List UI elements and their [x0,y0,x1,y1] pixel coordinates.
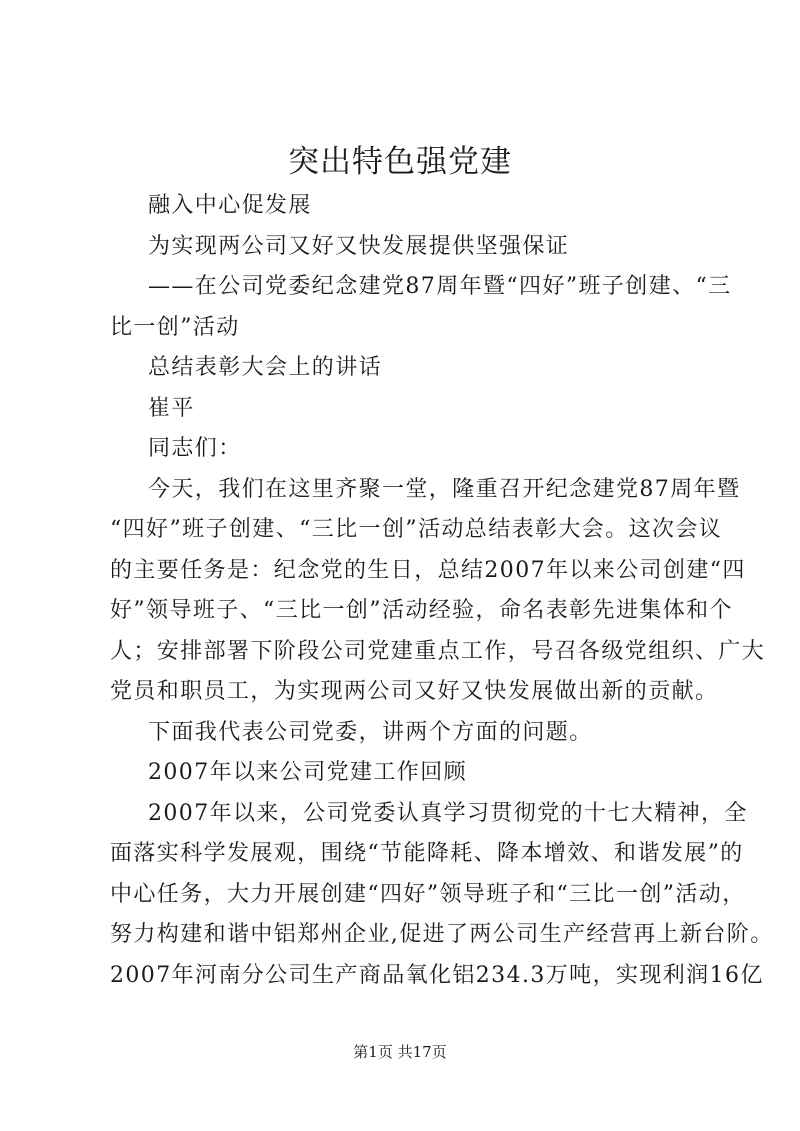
paragraph-line: 好”领导班子、“三比一创”活动经验，命名表彰先进集体和个 [110,598,733,623]
paragraph-line: 2007年河南分公司生产商品氧化铝234.3万吨，实现利润16亿 [110,962,764,988]
section-heading: 2007年以来公司党建工作回顾 [148,760,467,785]
subtitle-line: 比一创”活动 [110,314,240,340]
author-line: 崔平 [148,395,195,421]
paragraph-line: 面落实科学发展观，围绕“节能降耗、降本增效、和谐发展”的 [110,841,744,866]
salutation-line: 同志们： [148,436,242,461]
paragraph-line: 的主要任务是：纪念党的生日，总结2007年以来公司创建“四 [110,557,746,583]
subtitle-line: ——在公司党委纪念建党87周年暨“四好”班子创建、“三 [148,274,732,299]
paragraph-line: “四好”班子创建、“三比一创”活动总结表彰大会。这次会议 [110,517,723,542]
subtitle-line: 融入中心促发展 [148,193,312,218]
page-number-footer: 第1页 共17页 [353,1043,447,1061]
paragraph-line: 党员和职员工，为实现两公司又好又快发展做出新的贡献。 [110,679,719,704]
paragraph-line: 人；安排部署下阶段公司党建重点工作，号召各级党组织、广大 [110,638,766,664]
paragraph-line: 2007年以来，公司党委认真学习贯彻党的十七大精神，全 [148,800,748,826]
document-title: 突出特色强党建 [288,144,512,180]
paragraph-line: 努力构建和谐中铝郑州企业,促进了两公司生产经营再上新台阶。 [110,922,774,947]
paragraph-line: 下面我代表公司党委，讲两个方面的问题。 [148,719,593,745]
document-body [110,186,774,996]
subtitle-line: 为实现两公司又好又快发展提供坚强保证 [148,233,570,259]
paragraph-line: 今天，我们在这里齐聚一堂，隆重召开纪念建党87周年暨 [148,476,741,502]
subtitle-line: 总结表彰大会上的讲话 [148,355,383,380]
paragraph-line: 中心任务，大力开展创建“四好”领导班子和“三比一创”活动， [110,881,746,907]
